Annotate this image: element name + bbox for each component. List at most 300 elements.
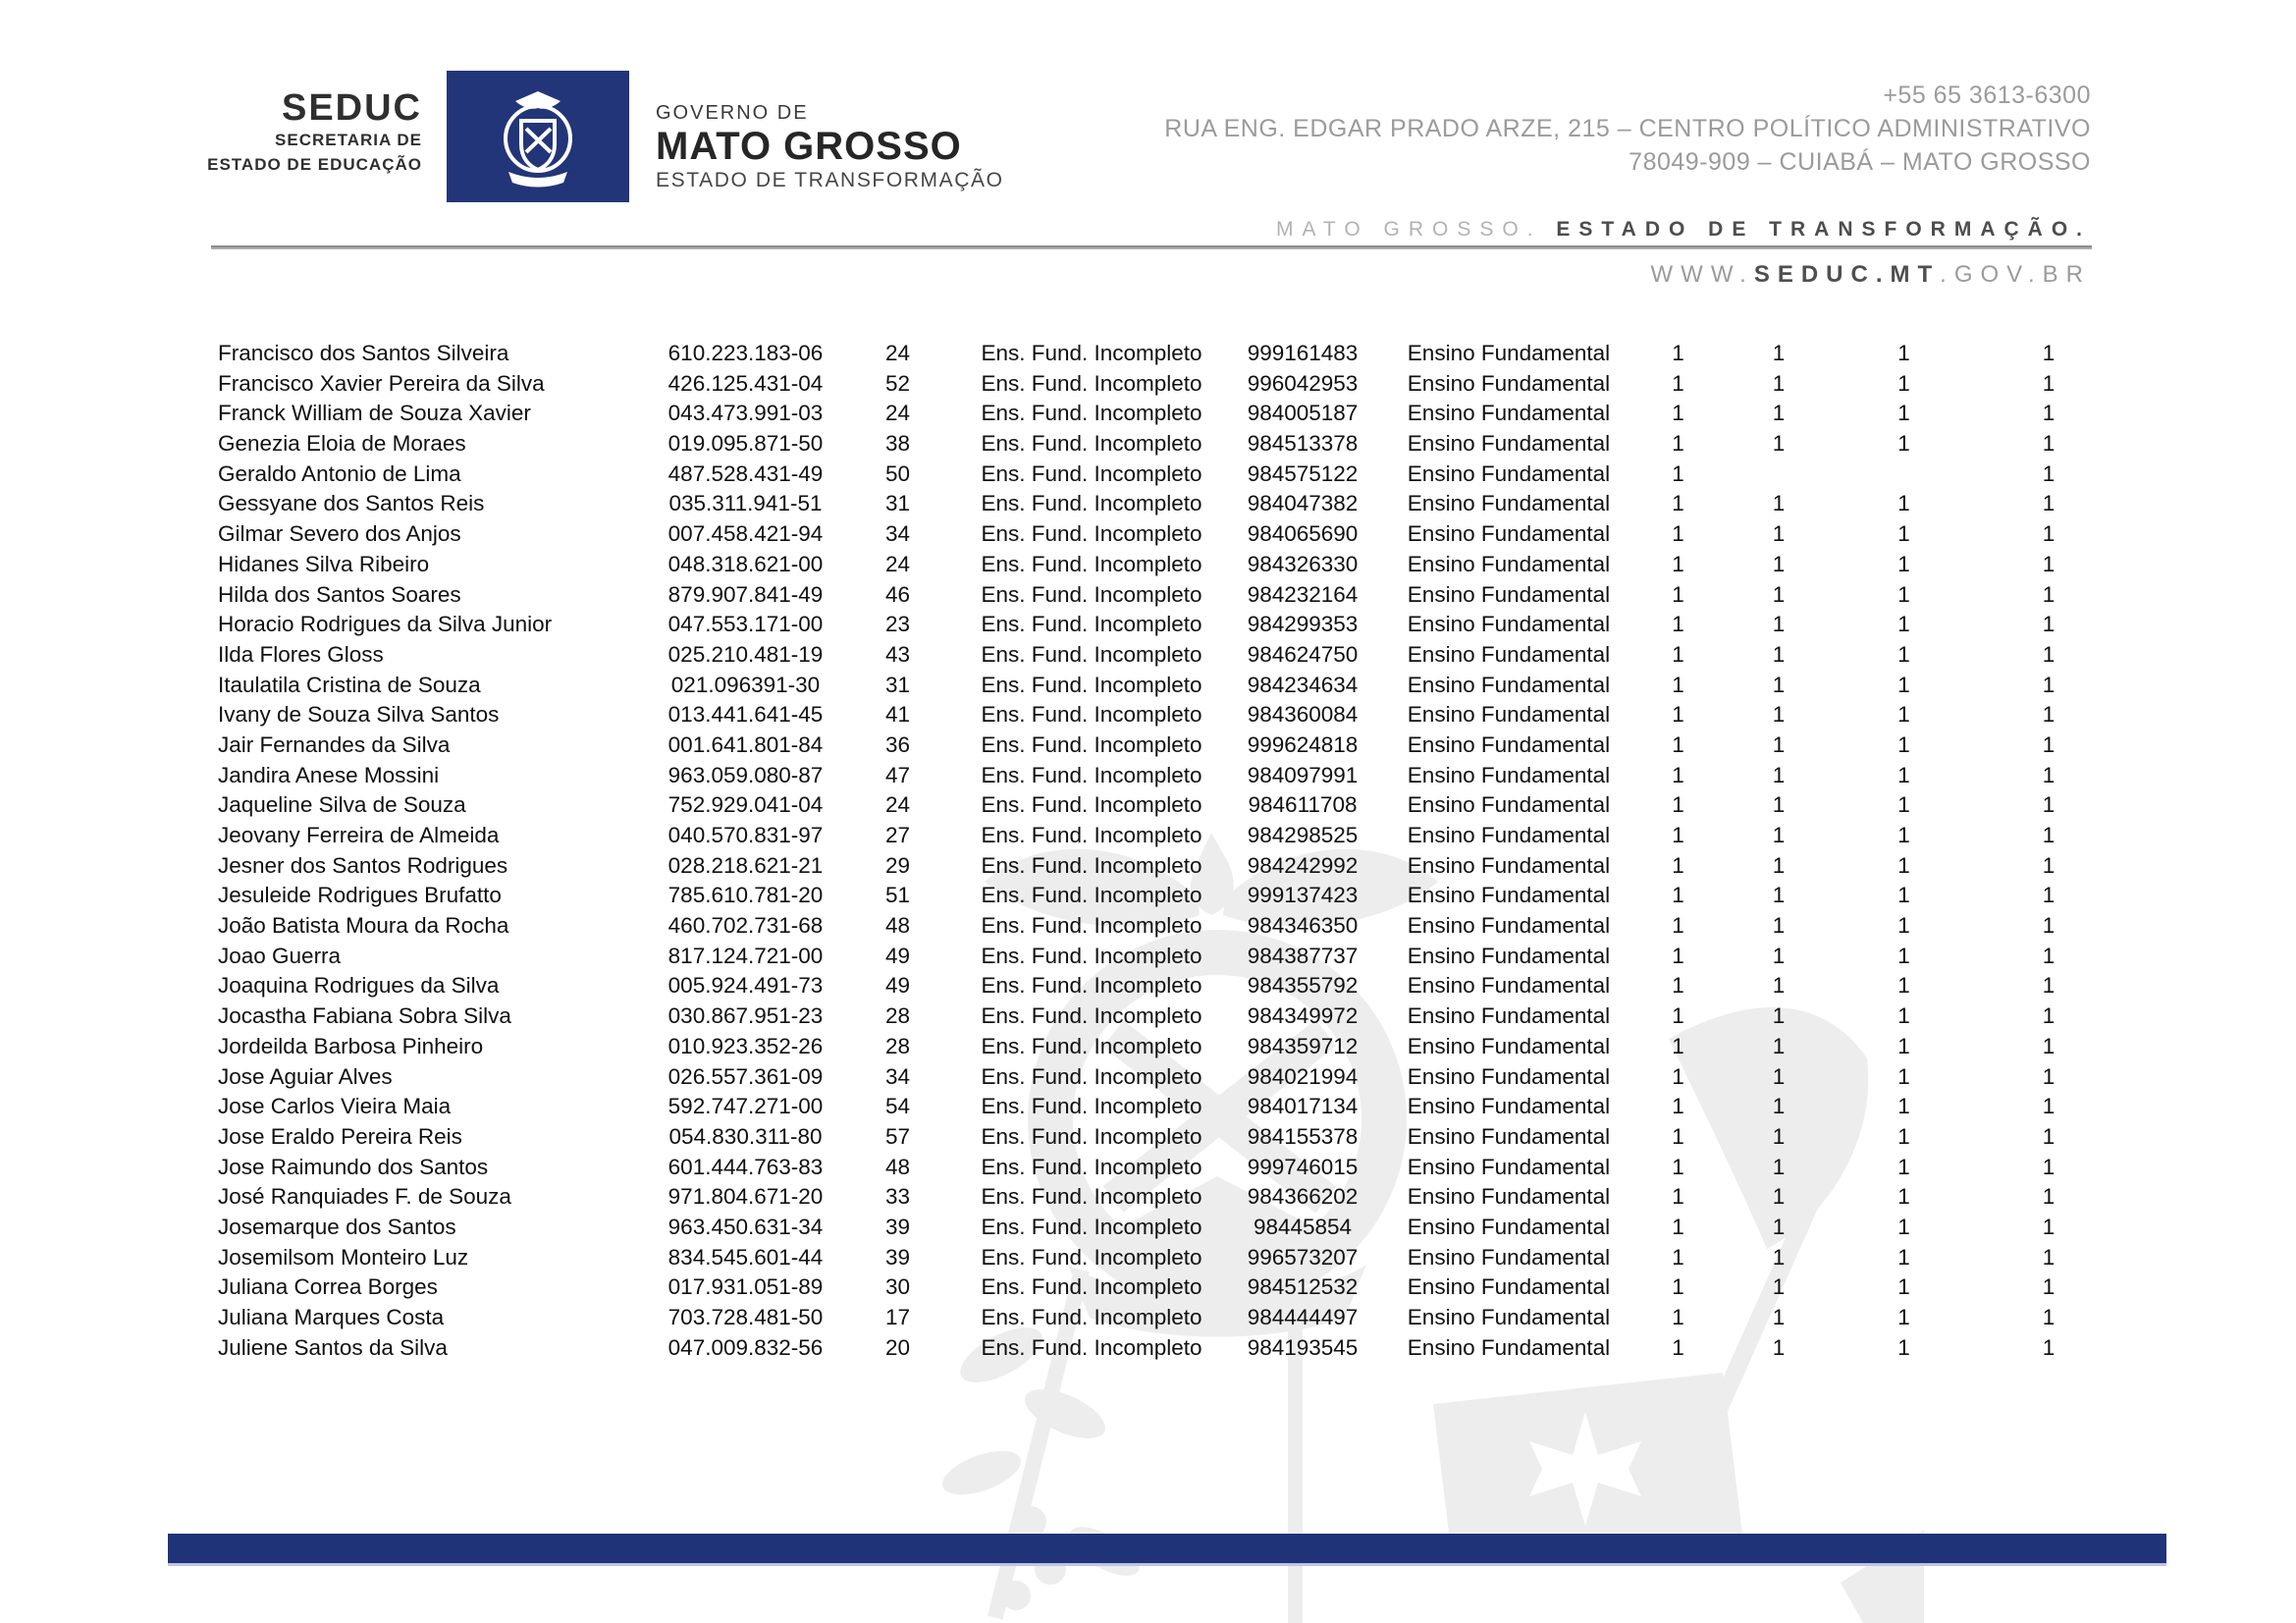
cell-flag3: 1: [1897, 1063, 1910, 1089]
cell-cpf: 043.473.991-03: [667, 401, 824, 426]
cell-phone: 999746015: [1247, 1154, 1359, 1179]
cell-flag1: 1: [1672, 792, 1684, 818]
website-domain: SEDUC.MT: [1753, 261, 1941, 288]
table-row: [218, 339, 2122, 369]
cell-age: 48: [884, 1154, 911, 1179]
cell-name: Jandira Anese Mossini: [218, 762, 440, 787]
cell-flag2: 1: [1772, 641, 1786, 667]
cell-name: Ilda Flores Gloss: [218, 641, 384, 667]
cell-flag2: 1: [1772, 1063, 1786, 1089]
cell-cpf: 703.728.481-50: [667, 1305, 824, 1329]
cell-flag3: 1: [1897, 731, 1910, 757]
mato-grosso-coat-of-arms-icon: [447, 71, 629, 202]
cell-ensino: Ensino Fundamental: [1407, 1244, 1611, 1270]
cell-flag1: 1: [1672, 1244, 1684, 1270]
cell-age: 20: [884, 1334, 911, 1360]
cell-name: José Ranquiades F. de Souza: [218, 1184, 511, 1210]
cell-flag2: 1: [1772, 1094, 1786, 1119]
table-row: [218, 1092, 2122, 1122]
cell-cpf: 010.923.352-26: [667, 1033, 824, 1058]
cell-escolaridade: Ens. Fund. Incompleto: [981, 1094, 1202, 1119]
cell-ensino: Ensino Fundamental: [1407, 431, 1611, 457]
cell-age: 36: [884, 731, 911, 757]
cell-name: Juliene Santos da Silva: [218, 1334, 448, 1360]
cell-flag2: 1: [1772, 612, 1786, 637]
cell-escolaridade: Ens. Fund. Incompleto: [981, 1244, 1202, 1270]
cell-escolaridade: Ens. Fund. Incompleto: [981, 431, 1202, 457]
cell-cpf: 007.458.421-94: [667, 521, 824, 547]
cell-escolaridade: Ens. Fund. Incompleto: [981, 460, 1202, 486]
cell-name: Gessyane dos Santos Reis: [218, 491, 485, 516]
cell-escolaridade: Ens. Fund. Incompleto: [981, 762, 1202, 787]
cell-flag4: 1: [2042, 792, 2056, 818]
tagline-bold: ESTADO DE TRANSFORMAÇÃO.: [1556, 218, 2091, 241]
cell-ensino: Ensino Fundamental: [1407, 1274, 1611, 1300]
governo-line2: MATO GROSSO: [656, 125, 962, 168]
cell-escolaridade: Ens. Fund. Incompleto: [981, 401, 1202, 426]
cell-name: Jair Fernandes da Silva: [218, 731, 451, 757]
cell-name: Hilda dos Santos Soares: [218, 581, 461, 607]
cell-phone: 984234634: [1247, 672, 1359, 697]
table-row: [218, 1001, 2122, 1032]
cell-name: Jose Aguiar Alves: [218, 1063, 393, 1089]
contact-info: [1164, 79, 2091, 179]
cell-escolaridade: Ens. Fund. Incompleto: [981, 1033, 1202, 1058]
cell-flag4: 1: [2042, 1123, 2056, 1149]
cell-phone: 984387737: [1247, 943, 1359, 968]
cell-flag2: 1: [1772, 792, 1786, 818]
cell-flag3: 1: [1897, 1094, 1910, 1119]
cell-phone: 984299353: [1247, 612, 1359, 637]
footer-bar: [168, 1534, 2166, 1566]
cell-ensino: Ensino Fundamental: [1407, 1334, 1611, 1360]
cell-escolaridade: Ens. Fund. Incompleto: [981, 702, 1202, 728]
cell-escolaridade: Ens. Fund. Incompleto: [981, 792, 1202, 818]
cell-flag4: 1: [2042, 1094, 2056, 1119]
cell-flag4: 1: [2042, 943, 2056, 968]
cell-flag4: 1: [2042, 581, 2056, 607]
cell-flag4: 1: [2042, 1033, 2056, 1058]
cell-name: Genezia Eloia de Moraes: [218, 431, 466, 457]
tagline-light: MATO GROSSO.: [1275, 218, 1542, 241]
cell-flag1: 1: [1672, 1123, 1684, 1149]
cell-escolaridade: Ens. Fund. Incompleto: [981, 1123, 1202, 1149]
cell-phone: 996573207: [1247, 1244, 1359, 1270]
cell-flag3: 1: [1897, 1033, 1910, 1058]
cell-flag4: 1: [2042, 460, 2056, 486]
cell-phone: 984444497: [1247, 1305, 1359, 1329]
table-row: [218, 429, 2122, 460]
cell-cpf: 592.747.271-00: [667, 1094, 824, 1119]
cell-flag2: 1: [1772, 943, 1786, 968]
table-row: [218, 761, 2122, 791]
cell-flag2: 1: [1772, 1003, 1786, 1029]
cell-cpf: 021.096391-30: [670, 672, 821, 697]
cell-flag4: 1: [2042, 370, 2056, 396]
cell-cpf: 047.009.832-56: [667, 1334, 824, 1360]
cell-flag4: 1: [2042, 823, 2056, 847]
seduc-logo-title: SEDUC: [281, 87, 422, 129]
cell-ensino: Ensino Fundamental: [1407, 581, 1611, 607]
cell-name: Itaulatila Cristina de Souza: [218, 672, 481, 697]
cell-flag2: 1: [1772, 1214, 1786, 1239]
table-row: [218, 1333, 2122, 1364]
table-row: [218, 821, 2122, 851]
cell-age: 52: [884, 370, 911, 396]
cell-flag2: 1: [1772, 551, 1786, 576]
cell-age: 24: [884, 551, 911, 576]
cell-cpf: 040.570.831-97: [667, 823, 824, 847]
cell-escolaridade: Ens. Fund. Incompleto: [981, 551, 1202, 576]
cell-ensino: Ensino Fundamental: [1407, 1123, 1611, 1149]
cell-flag3: [1833, 460, 1975, 490]
cell-flag2: 1: [1772, 370, 1786, 396]
cell-cpf: 963.450.631-34: [667, 1214, 824, 1239]
cell-ensino: Ensino Fundamental: [1407, 731, 1611, 757]
cell-age: 31: [884, 491, 911, 516]
cell-age: 50: [884, 460, 911, 486]
cell-phone: 984005187: [1247, 401, 1359, 426]
cell-ensino: Ensino Fundamental: [1407, 883, 1611, 908]
cell-name: Ivany de Souza Silva Santos: [218, 702, 500, 728]
cell-flag3: 1: [1897, 401, 1910, 426]
seduc-logo-line2: ESTADO DE EDUCAÇÃO: [207, 155, 422, 174]
cell-flag3: 1: [1897, 1003, 1910, 1029]
cell-flag2: 1: [1772, 581, 1786, 607]
cell-age: 39: [884, 1214, 911, 1239]
cell-name: Jeovany Ferreira de Almeida: [218, 823, 500, 847]
cell-flag1: 1: [1672, 460, 1684, 486]
cell-cpf: 834.545.601-44: [667, 1244, 824, 1270]
cell-age: 24: [884, 792, 911, 818]
cell-cpf: 971.804.671-20: [667, 1184, 824, 1210]
cell-flag3: 1: [1897, 1184, 1910, 1210]
cell-cpf: 005.924.491-73: [667, 973, 824, 999]
cell-name: Josemilsom Monteiro Luz: [218, 1244, 469, 1270]
cell-ensino: Ensino Fundamental: [1407, 521, 1611, 547]
cell-escolaridade: Ens. Fund. Incompleto: [981, 1184, 1202, 1210]
cell-flag2: 1: [1772, 731, 1786, 757]
cell-name: Geraldo Antonio de Lima: [218, 460, 461, 486]
cell-ensino: Ensino Fundamental: [1407, 1154, 1611, 1179]
cell-age: 34: [884, 1063, 911, 1089]
cell-phone: 984097991: [1247, 762, 1359, 787]
cell-flag2: 1: [1772, 1154, 1786, 1179]
cell-flag1: 1: [1672, 943, 1684, 968]
cell-flag3: 1: [1897, 1334, 1910, 1360]
cell-name: Jesuleide Rodrigues Brufatto: [218, 883, 502, 908]
cell-flag3: 1: [1897, 581, 1910, 607]
cell-ensino: Ensino Fundamental: [1407, 1214, 1611, 1239]
cell-ensino: Ensino Fundamental: [1407, 702, 1611, 728]
cell-ensino: Ensino Fundamental: [1407, 1063, 1611, 1089]
cell-flag4: 1: [2042, 762, 2056, 787]
cell-ensino: Ensino Fundamental: [1407, 1003, 1611, 1029]
cell-phone: 984349972: [1247, 1003, 1359, 1029]
governo-logo: [656, 101, 1004, 193]
table-row: [218, 1272, 2122, 1303]
cell-cpf: 785.610.781-20: [667, 883, 824, 908]
cell-name: Joaquina Rodrigues da Silva: [218, 973, 500, 999]
cell-flag3: 1: [1897, 852, 1910, 878]
cell-escolaridade: Ens. Fund. Incompleto: [981, 641, 1202, 667]
cell-phone: 984366202: [1247, 1184, 1359, 1210]
state-tagline: [1276, 218, 2091, 242]
cell-flag2: 1: [1772, 1244, 1786, 1270]
cell-flag3: 1: [1897, 1274, 1910, 1300]
cell-name: Juliana Correa Borges: [218, 1274, 438, 1300]
table-row: [218, 399, 2122, 429]
cell-flag2: 1: [1772, 1305, 1786, 1329]
cell-flag1: 1: [1672, 1003, 1684, 1029]
cell-escolaridade: Ens. Fund. Incompleto: [981, 883, 1202, 908]
cell-cpf: 487.528.431-49: [667, 460, 824, 486]
cell-flag2: 1: [1772, 521, 1786, 547]
cell-phone: 984298525: [1247, 823, 1359, 847]
table-row: [218, 881, 2122, 911]
cell-age: 27: [884, 823, 911, 847]
cell-name: Jocastha Fabiana Sobra Silva: [218, 1003, 511, 1029]
cell-flag3: 1: [1897, 1214, 1910, 1239]
cell-phone: 984624750: [1247, 641, 1359, 667]
table-row: [218, 610, 2122, 640]
cell-flag1: 1: [1672, 521, 1684, 547]
cell-flag2: 1: [1772, 762, 1786, 787]
cell-phone: 984326330: [1247, 551, 1359, 576]
cell-phone: 984047382: [1247, 491, 1359, 516]
cell-phone: 996042953: [1247, 370, 1359, 396]
cell-flag2: 1: [1772, 913, 1786, 939]
cell-age: 29: [884, 852, 911, 878]
cell-flag3: 1: [1897, 702, 1910, 728]
cell-name: Horacio Rodrigues da Silva Junior: [218, 612, 553, 637]
cell-flag1: 1: [1672, 1214, 1684, 1239]
cell-escolaridade: Ens. Fund. Incompleto: [981, 913, 1202, 939]
cell-flag2: 1: [1772, 1123, 1786, 1149]
cell-flag4: 1: [2042, 883, 2056, 908]
cell-flag2: 1: [1772, 401, 1786, 426]
cell-flag4: 1: [2042, 731, 2056, 757]
cell-flag1: 1: [1672, 491, 1684, 516]
cell-cpf: 054.830.311-80: [668, 1123, 823, 1149]
cell-flag4: 1: [2042, 1184, 2056, 1210]
cell-flag1: 1: [1672, 731, 1684, 757]
cell-flag3: 1: [1897, 883, 1910, 908]
cell-flag1: 1: [1672, 370, 1684, 396]
cell-flag2: [1725, 460, 1833, 490]
cell-flag1: 1: [1672, 852, 1684, 878]
table-row: [218, 580, 2122, 611]
cell-flag4: 1: [2042, 612, 2056, 637]
cell-ensino: Ensino Fundamental: [1407, 943, 1611, 968]
cell-phone: 984346350: [1247, 913, 1359, 939]
table-row: [218, 730, 2122, 761]
cell-name: Josemarque dos Santos: [218, 1214, 456, 1239]
cell-phone: 984193545: [1247, 1334, 1359, 1360]
cell-flag3: 1: [1897, 792, 1910, 818]
cell-flag3: 1: [1897, 641, 1910, 667]
seduc-logo: [207, 88, 422, 177]
cell-flag1: 1: [1672, 1334, 1684, 1360]
cell-flag3: 1: [1897, 1244, 1910, 1270]
cell-ensino: Ensino Fundamental: [1407, 1184, 1611, 1210]
cell-ensino: Ensino Fundamental: [1407, 852, 1611, 878]
table-row: [218, 550, 2122, 580]
table-row: [218, 1243, 2122, 1273]
cell-flag4: 1: [2042, 672, 2056, 697]
cell-phone: 984065690: [1247, 521, 1359, 547]
cell-name: Franck William de Souza Xavier: [218, 401, 531, 426]
cell-flag4: 1: [2042, 913, 2056, 939]
table-row: [218, 519, 2122, 550]
cell-flag4: 1: [2042, 1003, 2056, 1029]
cell-ensino: Ensino Fundamental: [1407, 1305, 1611, 1329]
cell-cpf: 013.441.641-45: [667, 702, 824, 728]
cell-escolaridade: Ens. Fund. Incompleto: [981, 973, 1202, 999]
cell-name: Hidanes Silva Ribeiro: [218, 551, 430, 576]
table-row: [218, 460, 2122, 490]
cell-ensino: Ensino Fundamental: [1407, 913, 1611, 939]
cell-flag4: 1: [2042, 491, 2056, 516]
cell-flag3: 1: [1897, 491, 1910, 516]
cell-name: Joao Guerra: [218, 943, 342, 968]
cell-flag3: 1: [1897, 973, 1910, 999]
cell-phone: 984155378: [1247, 1123, 1359, 1149]
cell-age: 28: [884, 1033, 911, 1058]
cell-name: Jose Raimundo dos Santos: [218, 1154, 489, 1179]
cell-phone: 984242992: [1247, 852, 1359, 878]
cell-phone: 984021994: [1247, 1063, 1359, 1089]
cell-cpf: 460.702.731-68: [667, 913, 824, 939]
table-row: [218, 1303, 2122, 1333]
cell-flag1: 1: [1672, 672, 1684, 697]
cell-ensino: Ensino Fundamental: [1407, 1094, 1611, 1119]
cell-flag2: 1: [1772, 702, 1786, 728]
table-row: [218, 942, 2122, 972]
cell-phone: 984355792: [1247, 973, 1359, 999]
seduc-logo-line1: SECRETARIA DE: [275, 131, 422, 149]
cell-flag2: 1: [1772, 491, 1786, 516]
table-row: [218, 1213, 2122, 1243]
table-row: [218, 700, 2122, 730]
cell-age: 41: [884, 702, 911, 728]
cell-age: 38: [884, 431, 911, 457]
cell-flag4: 1: [2042, 1334, 2056, 1360]
cell-ensino: Ensino Fundamental: [1407, 341, 1611, 365]
cell-name: Jesner dos Santos Rodrigues: [218, 852, 508, 878]
cell-age: 54: [884, 1094, 911, 1119]
cell-escolaridade: Ens. Fund. Incompleto: [981, 852, 1202, 878]
cell-age: 51: [884, 883, 911, 908]
cell-cpf: 601.444.763-83: [667, 1154, 824, 1179]
cell-flag4: 1: [2042, 431, 2056, 457]
cell-age: 28: [884, 1003, 911, 1029]
cell-age: 17: [884, 1305, 911, 1329]
cell-flag2: 1: [1772, 883, 1786, 908]
cell-age: 49: [884, 943, 911, 968]
cell-flag2: 1: [1772, 973, 1786, 999]
cell-phone: 999161483: [1247, 341, 1359, 365]
cell-flag4: 1: [2042, 1305, 2056, 1329]
cell-phone: 984575122: [1247, 460, 1359, 486]
cell-flag1: 1: [1672, 1063, 1684, 1089]
cell-escolaridade: Ens. Fund. Incompleto: [981, 521, 1202, 547]
cell-flag4: 1: [2042, 702, 2056, 728]
cell-flag4: 1: [2042, 551, 2056, 576]
cell-flag2: 1: [1772, 823, 1786, 847]
cell-flag2: 1: [1772, 341, 1786, 365]
cell-ensino: Ensino Fundamental: [1407, 1033, 1611, 1058]
cell-phone: 999624818: [1247, 731, 1359, 757]
cell-flag1: 1: [1672, 1033, 1684, 1058]
cell-flag3: 1: [1897, 762, 1910, 787]
cell-escolaridade: Ens. Fund. Incompleto: [981, 1334, 1202, 1360]
cell-flag1: 1: [1672, 581, 1684, 607]
governo-line3: ESTADO DE TRANSFORMAÇÃO: [656, 169, 1004, 191]
cell-cpf: 025.210.481-19: [667, 641, 824, 667]
cell-flag2: 1: [1772, 1334, 1786, 1360]
cell-escolaridade: Ens. Fund. Incompleto: [981, 612, 1202, 637]
cell-age: 24: [884, 401, 911, 426]
cell-flag4: 1: [2042, 1063, 2056, 1089]
cell-flag4: 1: [2042, 521, 2056, 547]
cell-flag2: 1: [1772, 1274, 1786, 1300]
website-prefix: WWW.: [1650, 261, 1754, 288]
table-row: [218, 1032, 2122, 1062]
cell-name: Gilmar Severo dos Anjos: [218, 521, 461, 547]
cell-escolaridade: Ens. Fund. Incompleto: [981, 1154, 1202, 1179]
cell-escolaridade: Ens. Fund. Incompleto: [981, 1214, 1202, 1239]
cell-flag3: 1: [1897, 672, 1910, 697]
cell-age: 33: [884, 1184, 911, 1210]
cell-age: 39: [884, 1244, 911, 1270]
cell-cpf: 426.125.431-04: [667, 370, 824, 396]
cell-escolaridade: Ens. Fund. Incompleto: [981, 1305, 1202, 1329]
cell-flag3: 1: [1897, 913, 1910, 939]
cell-escolaridade: Ens. Fund. Incompleto: [981, 581, 1202, 607]
cell-ensino: Ensino Fundamental: [1407, 370, 1611, 396]
cell-flag1: 1: [1672, 1184, 1684, 1210]
cell-phone: 984513378: [1247, 431, 1359, 457]
cell-phone: 984359712: [1247, 1033, 1359, 1058]
cell-flag3: 1: [1897, 943, 1910, 968]
cell-escolaridade: Ens. Fund. Incompleto: [981, 823, 1202, 847]
cell-ensino: Ensino Fundamental: [1407, 762, 1611, 787]
cell-cpf: 026.557.361-09: [667, 1063, 824, 1089]
cell-cpf: 610.223.183-06: [667, 341, 824, 365]
cell-ensino: Ensino Fundamental: [1407, 460, 1611, 486]
cell-age: 24: [884, 341, 911, 365]
cell-ensino: Ensino Fundamental: [1407, 641, 1611, 667]
cell-cpf: 963.059.080-87: [667, 762, 824, 787]
contact-city: 78049-909 – CUIABÁ – MATO GROSSO: [1629, 148, 2091, 176]
cell-escolaridade: Ens. Fund. Incompleto: [981, 1274, 1202, 1300]
cell-flag3: 1: [1897, 341, 1910, 365]
cell-flag3: 1: [1897, 612, 1910, 637]
cell-name: Jordeilda Barbosa Pinheiro: [218, 1033, 484, 1058]
cell-flag3: 1: [1897, 1123, 1910, 1149]
cell-flag4: 1: [2042, 401, 2056, 426]
cell-ensino: Ensino Fundamental: [1407, 823, 1611, 847]
contact-phone: +55 65 3613-6300: [1883, 81, 2091, 109]
cell-flag3: 1: [1897, 431, 1910, 457]
table-row: [218, 369, 2122, 400]
cell-flag1: 1: [1672, 341, 1684, 365]
cell-flag3: 1: [1897, 521, 1910, 547]
cell-flag2: 1: [1772, 431, 1786, 457]
cell-escolaridade: Ens. Fund. Incompleto: [981, 491, 1202, 516]
table-row: [218, 790, 2122, 821]
